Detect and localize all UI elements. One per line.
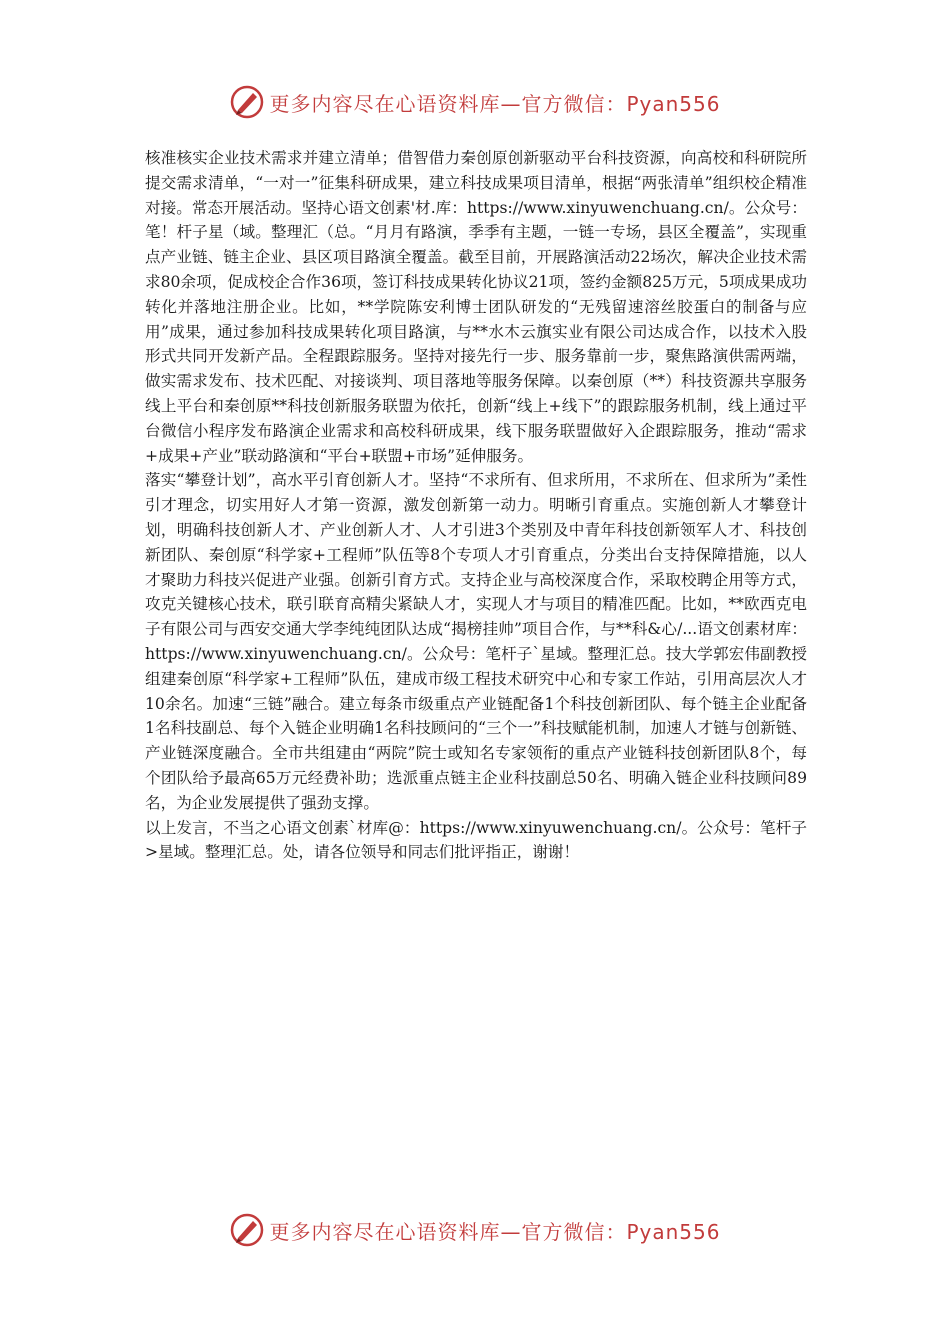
document-body [145, 146, 807, 865]
pen-seal-icon [229, 84, 265, 120]
footer-watermark-banner [0, 1212, 950, 1248]
paragraph: 核准核实企业技术需求并建立清单；借智借力秦创原创新驱动平台科技资源，向高校和科研院所提交需求清单，“一对一”征集科研成果，建立科技成果项目清单，根据“两张清单”组织校企精准对接。常态开展活动。坚持心语文创素'材.库：https://www.xinyuwenchuang.cn/。公众号：笔！杆子星（域。整理汇（总。“月月有路演，季季有主题，一链一专场，县区全覆盖”，实现重点产业链、链主企业、县区项目路演全覆盖。截至目前，开展路演活动22场次，解决企业技术需求80余项，促成校企合作36项，签订科技成果转化协议21项，签约金额825万元，5项成果成功转化并落地注册企业。比如，**学院陈安利博士团队研发的“无残留速溶丝胶蛋白的制备与应用”成果，通过参加科技成果转化项目路演，与**水木云旗实业有限公司达成合作，以技术入股形式共同开发新产品。全程跟踪服务。坚持对接先行一步、服务靠前一步，聚焦路演供需两端，做实需求发布、技术匹配、对接谈判、项目落地等服务保障。以秦创原（**）科技资源共享服务线上平台和秦创原**科技创新服务联盟为依托，创新“线上+线下”的跟踪服务机制，线上通过平台微信小程序发布路演企业需求和高校科研成果，线下服务联盟做好入企跟踪服务，推动“需求+成果+产业”联动路演和“平台+联盟+市场”延伸服务。 [145, 149, 807, 465]
paragraph: 落实“攀登计划”，高水平引育创新人才。坚持“不求所有、但求所用，不求所在、但求所为”柔性引才理念，切实用好人才第一资源，激发创新第一动力。明晰引育重点。实施创新人才攀登计划，明确科技创新人才、产业创新人才、人才引进3个类别及中青年科技创新领军人才、科技创新团队、秦创原“科学家+工程师”队伍等8个专项人才引育重点，分类出台支持保障措施，以人才聚助力科技兴促进产业强。创新引育方式。支持企业与高校深度合作，采取校聘企用等方式，攻克关键核心技术，联引联育高精尖紧缺人才，实现人才与项目的精准匹配。比如，**欧西克电子有限公司与西安交通大学李纯纯团队达成“揭榜挂帅”项目合作，与**科&心/...语文创素材库：https://www.xinyuwenchuang.cn/。公众号：笔杆子`星域。整理汇总。技大学郭宏伟副教授组建秦创原“科学家+工程师”队伍，建成市级工程技术研究中心和专家工作站，引用高层次人才10余名。加速“三链”融合。建立每条市级重点产业链配备1个科技创新团队、每个链主企业配备1名科技副总、每个入链企业明确1名科技顾问的“三个一”科技赋能机制，加速人才链与创新链、产业链深度融合。全市共组建由“两院”院士或知名专家领衔的重点产业链科技创新团队8个，每个团队给予最高65万元经费补助；选派重点链主企业科技副总50名、明确入链企业科技顾问89名，为企业发展提供了强劲支撑。 [145, 471, 807, 812]
paragraph: 以上发言，不当之心语文创素`材库@：https://www.xinyuwenchuang.cn/。公众号：笔杆子>星域。整理汇总。处，请各位领导和同志们批评指正，谢谢！ [145, 818, 807, 862]
pen-seal-icon [229, 1212, 265, 1248]
watermark-text: 更多内容尽在心语资料库—官方微信：Pyan556 [269, 1219, 721, 1244]
watermark-text: 更多内容尽在心语资料库—官方微信：Pyan556 [269, 91, 721, 116]
header-watermark-banner [0, 84, 950, 120]
